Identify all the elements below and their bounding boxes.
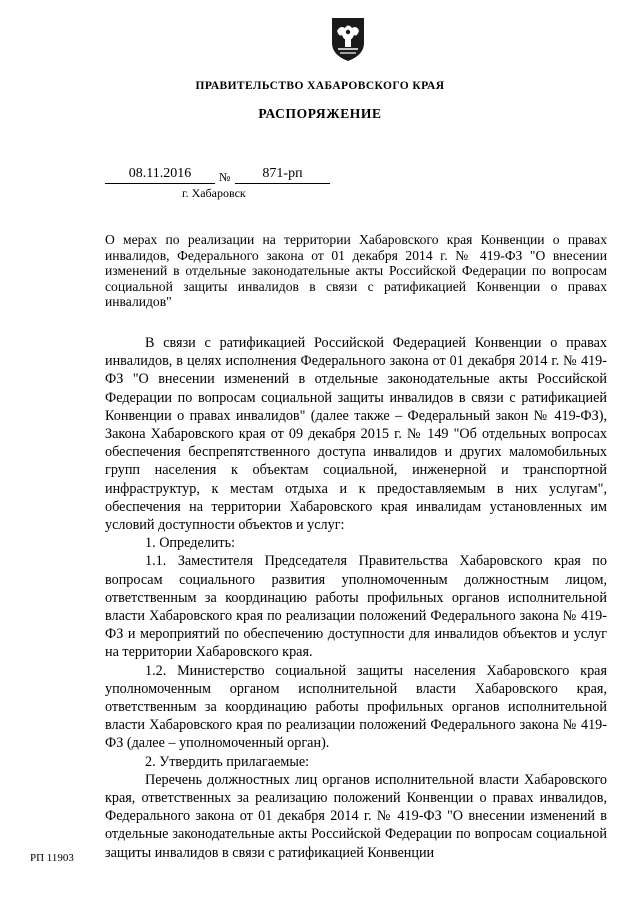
body-paragraph-2: 2. Утвердить прилагаемые: [145,753,310,770]
document-date: 08.11.2016 [105,166,215,184]
document-number: 871-рп [235,166,330,184]
body-paragraph-1-2: 1.2. Министерство социальной защиты населения Хабаровского края уполномоченным органом исполнительной власти Хабаровского края, ответственным за координацию работы профильных органов исполнительной власти Хабаровского края по реализации положений Федерального закона № 419-ФЗ (далее – уполномоченный орган). [105,662,607,752]
footer-code: РП 11903 [30,852,74,864]
government-title: ПРАВИТЕЛЬСТВО ХАБАРОВСКОГО КРАЯ [195,80,445,92]
document-type: РАСПОРЯЖЕНИЕ [258,106,382,121]
document-city: г. Хабаровск [182,186,246,200]
document-subject: О мерах по реализации на территории Хабаровского края Конвенции о правах инвалидов, Федерального закона от 01 декабря 2014 г. № 419-ФЗ "О внесении изменений в отдельные законодательные акты Российской Федерации по вопросам социальной защиты инвалидов в связи с ратификацией Конвенции о правах инвалидов" [105,232,607,309]
body-paragraph-1: 1. Определить: [145,535,236,552]
coat-of-arms-icon [330,15,366,63]
document-body [105,334,607,862]
number-sign: № [219,170,231,184]
body-paragraph-preamble: В связи с ратификацией Российской Федерацией Конвенции о правах инвалидов, в целях исполнения Федерального закона от 01 декабря 2014 г. № 419-ФЗ "О внесении изменений в отдельные законодательные акты Российской Федерации по вопросам социальной защиты инвалидов в связи с ратификацией Конвенции о правах инвалидов" (далее также – Федеральный закон № 419-ФЗ), Закона Хабаровского края от 09 декабря 2015 г. № 149 "Об отдельных вопросах обеспечения беспрепятственного доступа инвалидов и других маломобильных групп населения к объектам социальной, инженерной и транспортной инфраструктур, к местам отдыха и к предоставляемым в них услугам", обеспечения на территории Хабаровского края инвалидам установленных им условий доступности объектов и услуг: [105,335,607,534]
body-paragraph-list-1: Перечень должностных лиц органов исполнительной власти Хабаровского края, ответственных за реализацию положений Конвенции о правах инвалидов, Федерального закона от 01 декабря 2014 г. № 419-ФЗ "О внесении изменений в отдельные законодательные акты Российской Федерации по вопросам социальной защиты инвалидов в связи с ратификацией Конвенции [105,771,607,861]
body-paragraph-1-1: 1.1. Заместителя Председателя Правительства Хабаровского края по вопросам социального развития уполномоченным должностным лицом, ответственным за координацию работы профильных органов исполнительной власти Хабаровского края по реализации положений Федерального закона № 419-ФЗ и мероприятий по обеспечению доступности для инвалидов объектов и услуг на территории Хабаровского края. [105,553,607,661]
